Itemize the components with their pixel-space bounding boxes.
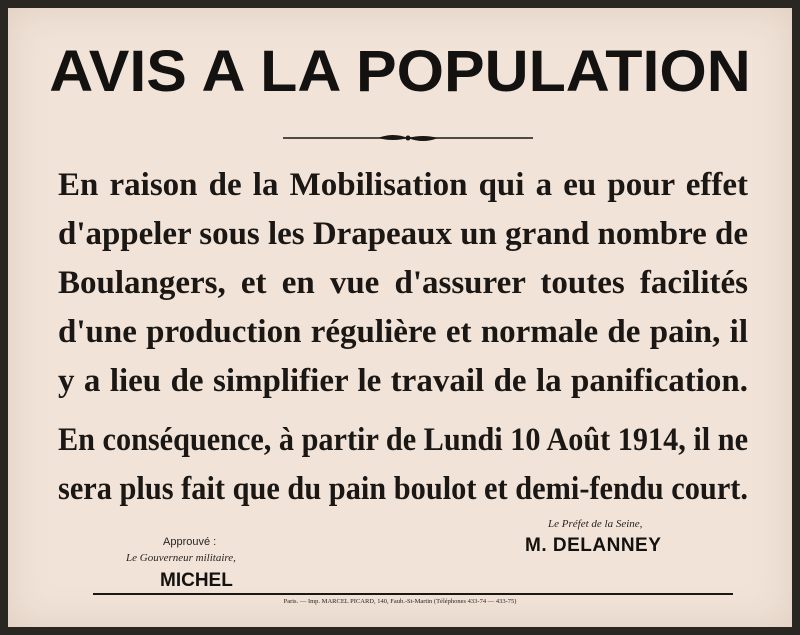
- prefect-role: Le Préfet de la Seine,: [548, 518, 643, 530]
- paragraph-line: d'appeler sous les Drapeaux un grand nombre de: [58, 216, 748, 252]
- paragraph-line: sera plus fait que du pain boulot et demi-fendu court.: [58, 471, 748, 507]
- poster: [8, 8, 792, 627]
- announcement-paragraph: [58, 161, 748, 406]
- ornament-divider-icon: [283, 131, 533, 145]
- prefect-name: M. DELANNEY: [525, 535, 662, 556]
- paragraph-line: y a lieu de simplifier le travail de la panification.: [58, 363, 748, 399]
- governor-role: Le Gouverneur militaire,: [126, 552, 236, 564]
- approved-label: Approuvé :: [163, 536, 217, 548]
- paragraph-line: d'une production régulière et normale de pain, il: [58, 314, 748, 350]
- poster-title: AVIS A LA POPULATION: [49, 39, 751, 104]
- paragraph-line: En raison de la Mobilisation qui a eu pour effet: [58, 167, 748, 203]
- paragraph-line: En conséquence, à partir de Lundi 10 Août 1914, il ne: [58, 422, 748, 458]
- paragraph-line: Boulangers, et en vue d'assurer toutes facilités: [58, 265, 748, 301]
- printer-imprint: Paris. — Imp. MARCEL PICARD, 140, Faub.-St-Martin (Téléphones 433-74 — 433-75): [283, 598, 517, 605]
- governor-name: MICHEL: [160, 570, 233, 591]
- bottom-rule: [93, 593, 733, 595]
- consequence-paragraph: [58, 416, 748, 514]
